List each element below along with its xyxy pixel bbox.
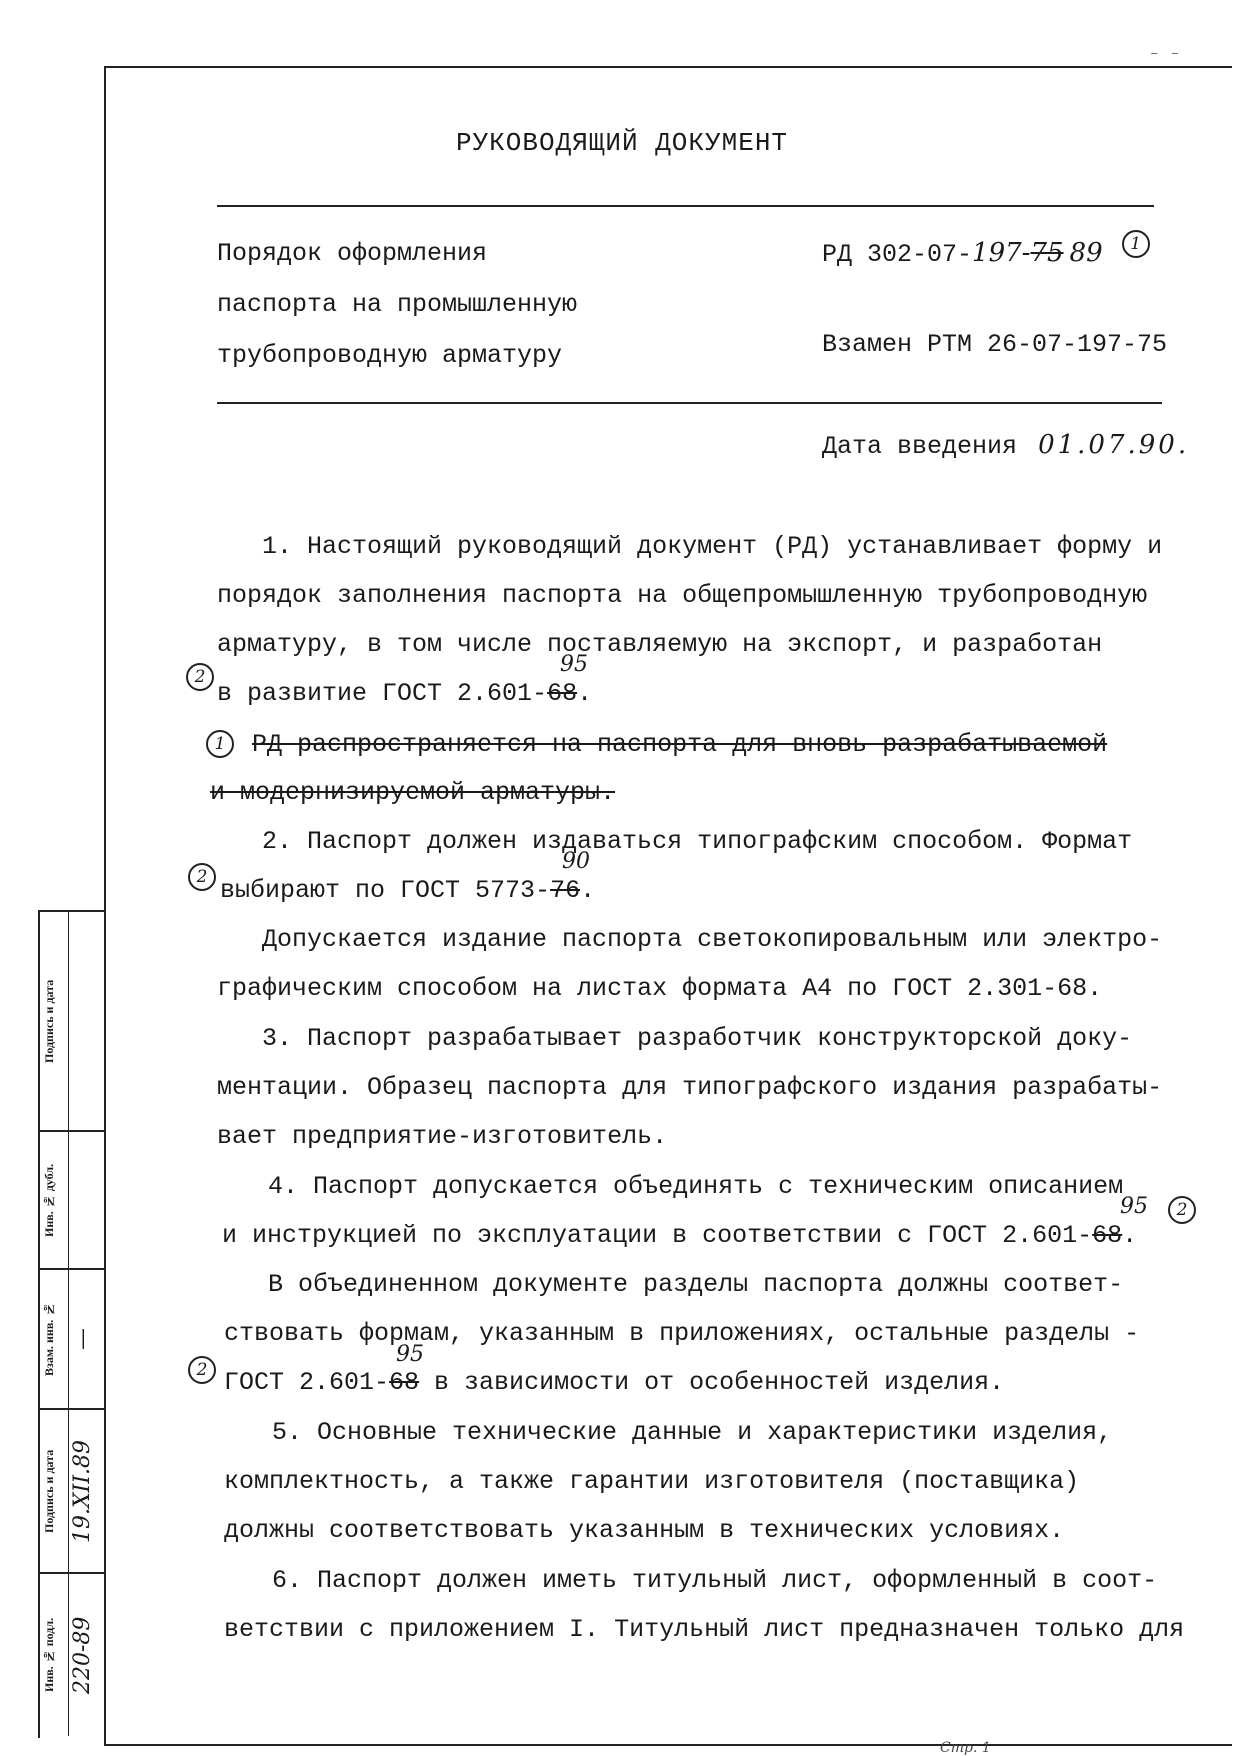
paragraph-line: 6. Паспорт должен иметь титульный лист, оформленный в соот- bbox=[272, 1566, 1158, 1595]
stamp-divider bbox=[68, 1132, 69, 1268]
struck-paragraph-line: и модернизируемой арматуры. bbox=[210, 778, 616, 807]
paragraph-text: и инструкцией по эксплуатации в соответствии с ГОСТ 2.601- bbox=[222, 1221, 1093, 1250]
document-name-line: Порядок оформления bbox=[217, 239, 488, 268]
change-mark-icon: 2 bbox=[186, 663, 214, 691]
paragraph-line: ветствии с приложением I. Титульный лист предназначен только для bbox=[224, 1615, 1185, 1644]
stamp-label: Инв. № подл. bbox=[42, 1617, 56, 1693]
paragraph-line bbox=[224, 1368, 1004, 1398]
margin-change-mark bbox=[188, 863, 216, 891]
paragraph-line: ментации. Образец паспорта для типографского издания разрабаты- bbox=[217, 1073, 1163, 1102]
change-mark-icon: 2 bbox=[188, 1356, 216, 1384]
margin-change-mark bbox=[188, 1356, 216, 1384]
paragraph-line: 2. Паспорт должен издаваться типографским способом. Формат bbox=[262, 827, 1133, 856]
margin-change-mark bbox=[186, 663, 214, 691]
paragraph-line: В объединенном документе разделы паспорта должны соответ- bbox=[268, 1270, 1124, 1299]
stamp-vzam-inv bbox=[40, 1270, 106, 1410]
paragraph-line: вает предприятие-изготовитель. bbox=[217, 1122, 668, 1151]
stamp-inv-podl bbox=[40, 1574, 106, 1736]
handwritten-correction: 95 bbox=[396, 1342, 424, 1367]
paragraph-line: 3. Паспорт разрабатывает разработчик конструкторской доку- bbox=[262, 1024, 1133, 1053]
stamp-label: Подпись и дата bbox=[42, 979, 56, 1063]
stamp-divider bbox=[68, 912, 69, 1130]
paragraph-text: в зависимости от особенностей изделия. bbox=[419, 1368, 1005, 1397]
paragraph-line: Допускается издание паспорта светокопировальным или электро- bbox=[262, 925, 1163, 954]
change-mark-icon: 1 bbox=[1122, 230, 1150, 258]
stamp-divider bbox=[68, 1410, 69, 1572]
margin-change-mark bbox=[1168, 1196, 1196, 1224]
document-name bbox=[217, 228, 577, 381]
stamp-label: Взам. инв. № bbox=[42, 1302, 56, 1376]
paragraph-line: ствовать формам, указанным в приложениях, остальные разделы - bbox=[224, 1319, 1140, 1348]
document-number bbox=[822, 228, 1150, 280]
paragraph-end: . bbox=[1122, 1221, 1138, 1250]
intro-date-value: 01.07.90. bbox=[1038, 430, 1190, 460]
paragraph-line: 5. Основные технические данные и характеристики изделия, bbox=[272, 1418, 1113, 1447]
struck-year: 76 bbox=[550, 876, 581, 905]
change-mark-icon: 2 bbox=[188, 863, 216, 891]
handwritten-correction: 95 bbox=[1120, 1194, 1148, 1219]
doc-code-prefix: РД 302-07- bbox=[822, 240, 973, 269]
stamp-label: Подпись и дата bbox=[42, 1449, 56, 1533]
paragraph-line bbox=[217, 679, 592, 709]
paragraph-line: порядок заполнения паспорта на общепромышленную трубопроводную bbox=[217, 581, 1148, 610]
paragraph-text: ГОСТ 2.601- bbox=[224, 1368, 390, 1397]
stamp-label: Инв. № дубл. bbox=[42, 1163, 56, 1237]
doc-code-handwritten: 197- bbox=[972, 238, 1031, 268]
stamp-divider bbox=[68, 1574, 69, 1736]
introduction-date bbox=[822, 430, 1189, 461]
stamp-inv-dubl bbox=[40, 1132, 106, 1270]
stamp-signature-date bbox=[40, 912, 106, 1132]
paragraph-line: 4. Паспорт допускается объединять с техническим описанием bbox=[268, 1172, 1124, 1201]
struck-paragraph-line: РД распространяется на паспорта для вновь разрабатываемой bbox=[252, 730, 1108, 759]
stamp-value: 19.XII.89 bbox=[70, 1439, 95, 1543]
stamp-signature-date-2 bbox=[40, 1410, 106, 1574]
stamp-value bbox=[70, 912, 104, 1130]
page-title: РУКОВОДЯЩИЙ ДОКУМЕНТ bbox=[455, 128, 789, 158]
handwritten-correction: 90 bbox=[562, 849, 590, 874]
intro-date-label: Дата введения bbox=[822, 432, 1018, 461]
struck-year: 68 bbox=[1092, 1221, 1123, 1250]
change-mark-icon: 2 bbox=[1168, 1196, 1196, 1224]
stamp-value bbox=[70, 1132, 104, 1268]
paragraph-line bbox=[220, 876, 595, 906]
doc-code-year: 89 bbox=[1069, 238, 1103, 268]
handwritten-correction: 95 bbox=[560, 652, 588, 677]
paragraph-line: комплектность, а также гарантии изготовителя (поставщика) bbox=[224, 1467, 1080, 1496]
paragraph-end: . bbox=[580, 876, 596, 905]
stamp-value: — bbox=[70, 1328, 95, 1350]
paragraph-line: должны соответствовать указанным в технических условиях. bbox=[224, 1516, 1065, 1545]
document-name-line: паспорта на промышленную bbox=[217, 290, 578, 319]
page-number: Стр. 1 bbox=[940, 1740, 991, 1756]
paragraph-line bbox=[222, 1221, 1137, 1251]
struck-year: 68 bbox=[547, 679, 578, 708]
paragraph-line: арматуру, в том числе поставляемую на экспорт, и разработан bbox=[217, 630, 1103, 659]
paragraph-text: выбирают по ГОСТ 5773- bbox=[220, 876, 551, 905]
paragraph-text: в развитие ГОСТ 2.601- bbox=[217, 679, 548, 708]
change-mark-icon: 1 bbox=[206, 730, 234, 758]
frame-top-border bbox=[104, 66, 1232, 68]
stamp-value: 220-89 bbox=[70, 1616, 95, 1694]
frame-bottom-border bbox=[104, 1744, 1232, 1746]
header-rule-bottom bbox=[217, 402, 1162, 404]
supersedes-note: Взамен РТМ 26-07-197-75 bbox=[822, 330, 1168, 359]
document-name-line: трубопроводную арматуру bbox=[217, 341, 563, 370]
corner-mark: – – bbox=[1150, 46, 1182, 62]
paragraph-end: . bbox=[577, 679, 593, 708]
archive-stamp bbox=[38, 910, 106, 1738]
struck-year: 68 bbox=[389, 1368, 420, 1397]
paragraph-line: графическим способом на листах формата А4 по ГОСТ 2.301-68. bbox=[217, 974, 1103, 1003]
margin-change-mark bbox=[206, 730, 234, 758]
header-rule-top bbox=[217, 205, 1154, 207]
paragraph-line: 1. Настоящий руководящий документ (РД) устанавливает форму и bbox=[262, 532, 1163, 561]
stamp-divider bbox=[68, 1270, 69, 1408]
doc-code-struck: 75 bbox=[1030, 238, 1064, 268]
